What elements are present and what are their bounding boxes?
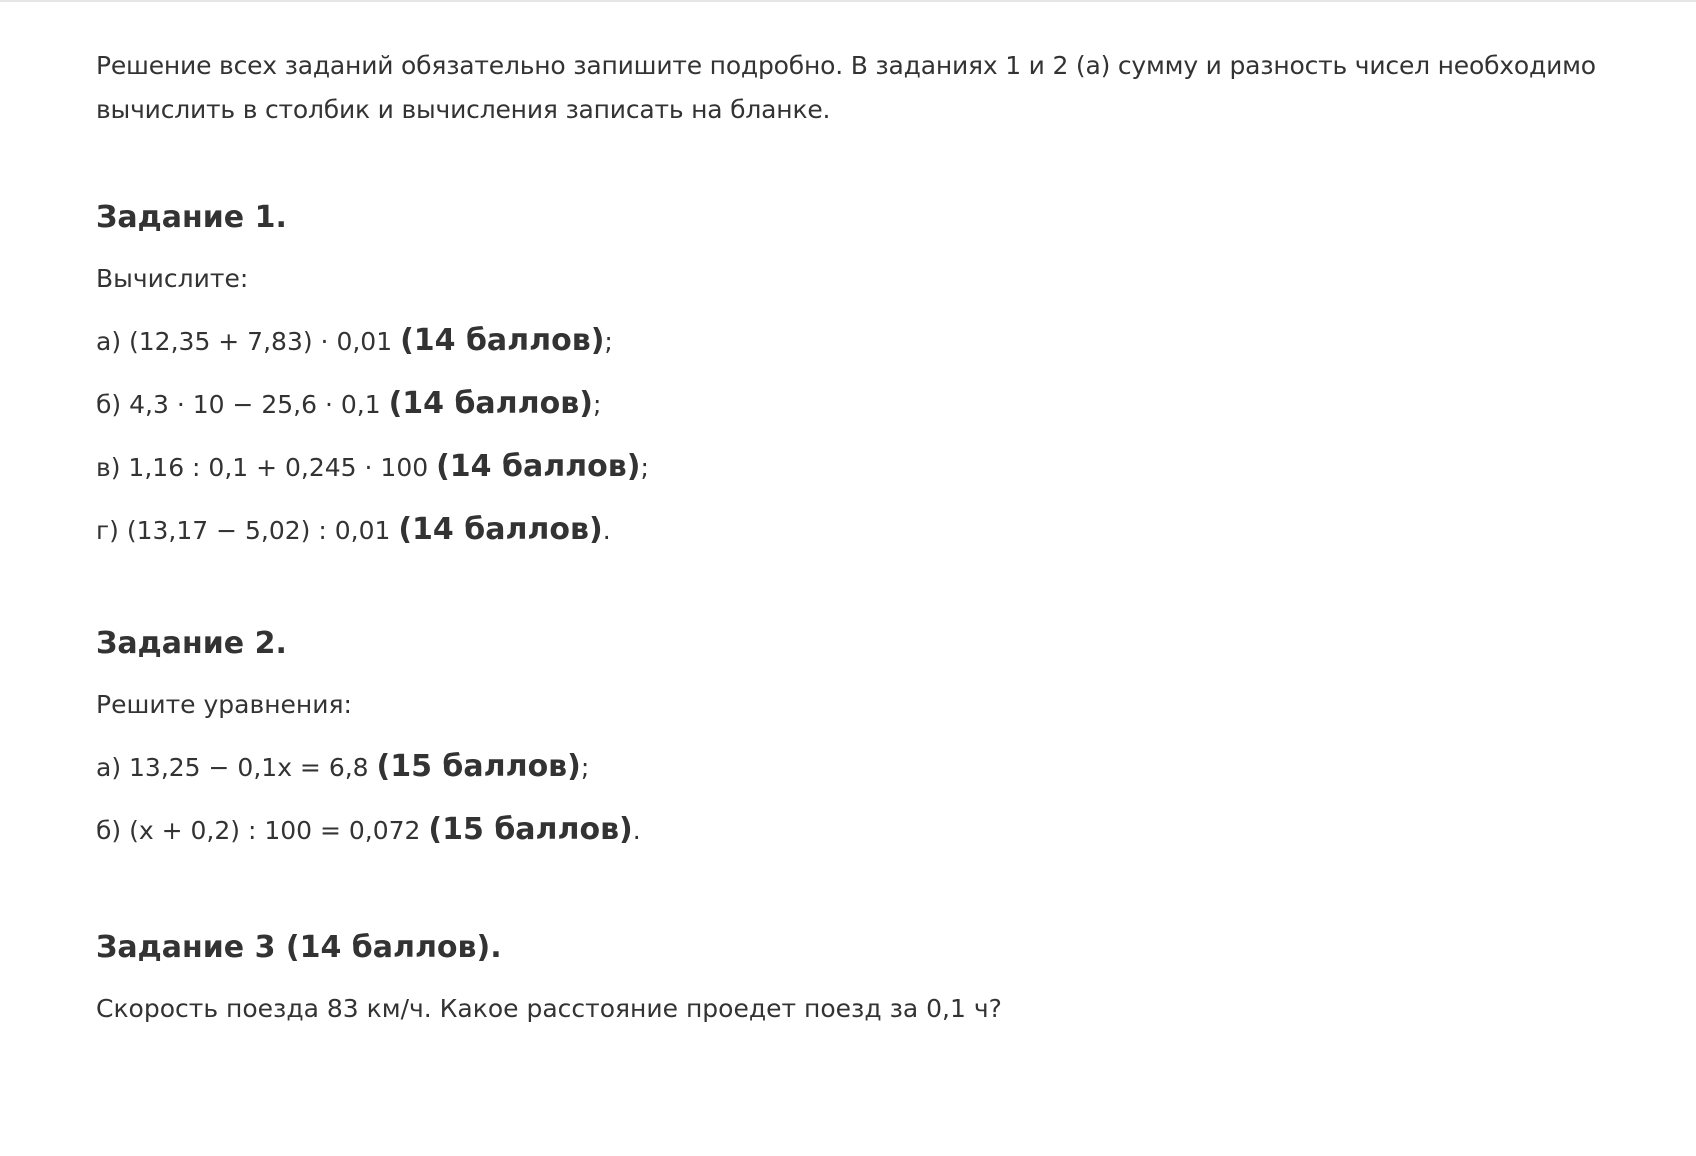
task-1-item-c-expr: в) 1,16 : 0,1 + 0,245 · 100: [96, 453, 437, 482]
task-1-item-b-expr: б) 4,3 · 10 − 25,6 · 0,1: [96, 390, 389, 419]
task-2: [96, 624, 1656, 848]
task-2-item-b-points: (15 баллов): [428, 812, 633, 847]
document-body: [96, 44, 1656, 1026]
task-1-title: Задание 1.: [96, 200, 287, 235]
task-2-item-a-expr: а) 13,25 − 0,1x = 6,8: [96, 753, 377, 782]
task-3-title: Задание 3 (14 баллов).: [96, 930, 502, 965]
task-1-item-a: [96, 324, 1656, 359]
task-2-item-b-expr: б) (x + 0,2) : 100 = 0,072: [96, 816, 429, 845]
task-1-item-b-points: (14 баллов): [388, 386, 593, 421]
task-2-item-b: [96, 813, 1656, 848]
task-3-prompt: Скорость поезда 83 км/ч. Какое расстояние проедет поезд за 0,1 ч?: [96, 994, 1002, 1023]
task-1-prompt: Вычислите:: [96, 264, 249, 293]
task-2-title: Задание 2.: [96, 626, 287, 661]
task-1-item-b: [96, 387, 1656, 422]
task-2-item-b-end: .: [632, 816, 641, 845]
task-1: [96, 198, 1656, 548]
task-1-item-d: [96, 513, 1656, 548]
task-1-item-d-points: (14 баллов): [398, 512, 603, 547]
task-1-item-d-end: .: [602, 516, 611, 545]
task-2-prompt: Решите уравнения:: [96, 690, 352, 719]
task-1-item-a-expr: а) (12,35 + 7,83) · 0,01: [96, 327, 401, 356]
task-2-item-a-points: (15 баллов): [376, 749, 581, 784]
task-1-item-d-expr: г) (13,17 − 5,02) : 0,01: [96, 516, 399, 545]
task-1-item-b-end: ;: [592, 390, 602, 419]
task-1-item-c-points: (14 баллов): [436, 449, 641, 484]
intro-paragraph: Решение всех заданий обязательно запишите подробно. В заданиях 1 и 2 (а) сумму и разность чисел необходимо вычислить в столбик и вычисления записать на бланке.: [96, 51, 1596, 124]
task-2-item-a-end: ;: [580, 753, 590, 782]
task-1-item-a-points: (14 баллов): [400, 323, 605, 358]
task-1-item-c: [96, 450, 1656, 485]
task-3: [96, 928, 1656, 1026]
task-2-item-a: [96, 750, 1656, 785]
task-1-item-a-end: ;: [604, 327, 613, 356]
top-divider: [0, 0, 1696, 2]
task-1-item-c-end: ;: [640, 453, 649, 482]
